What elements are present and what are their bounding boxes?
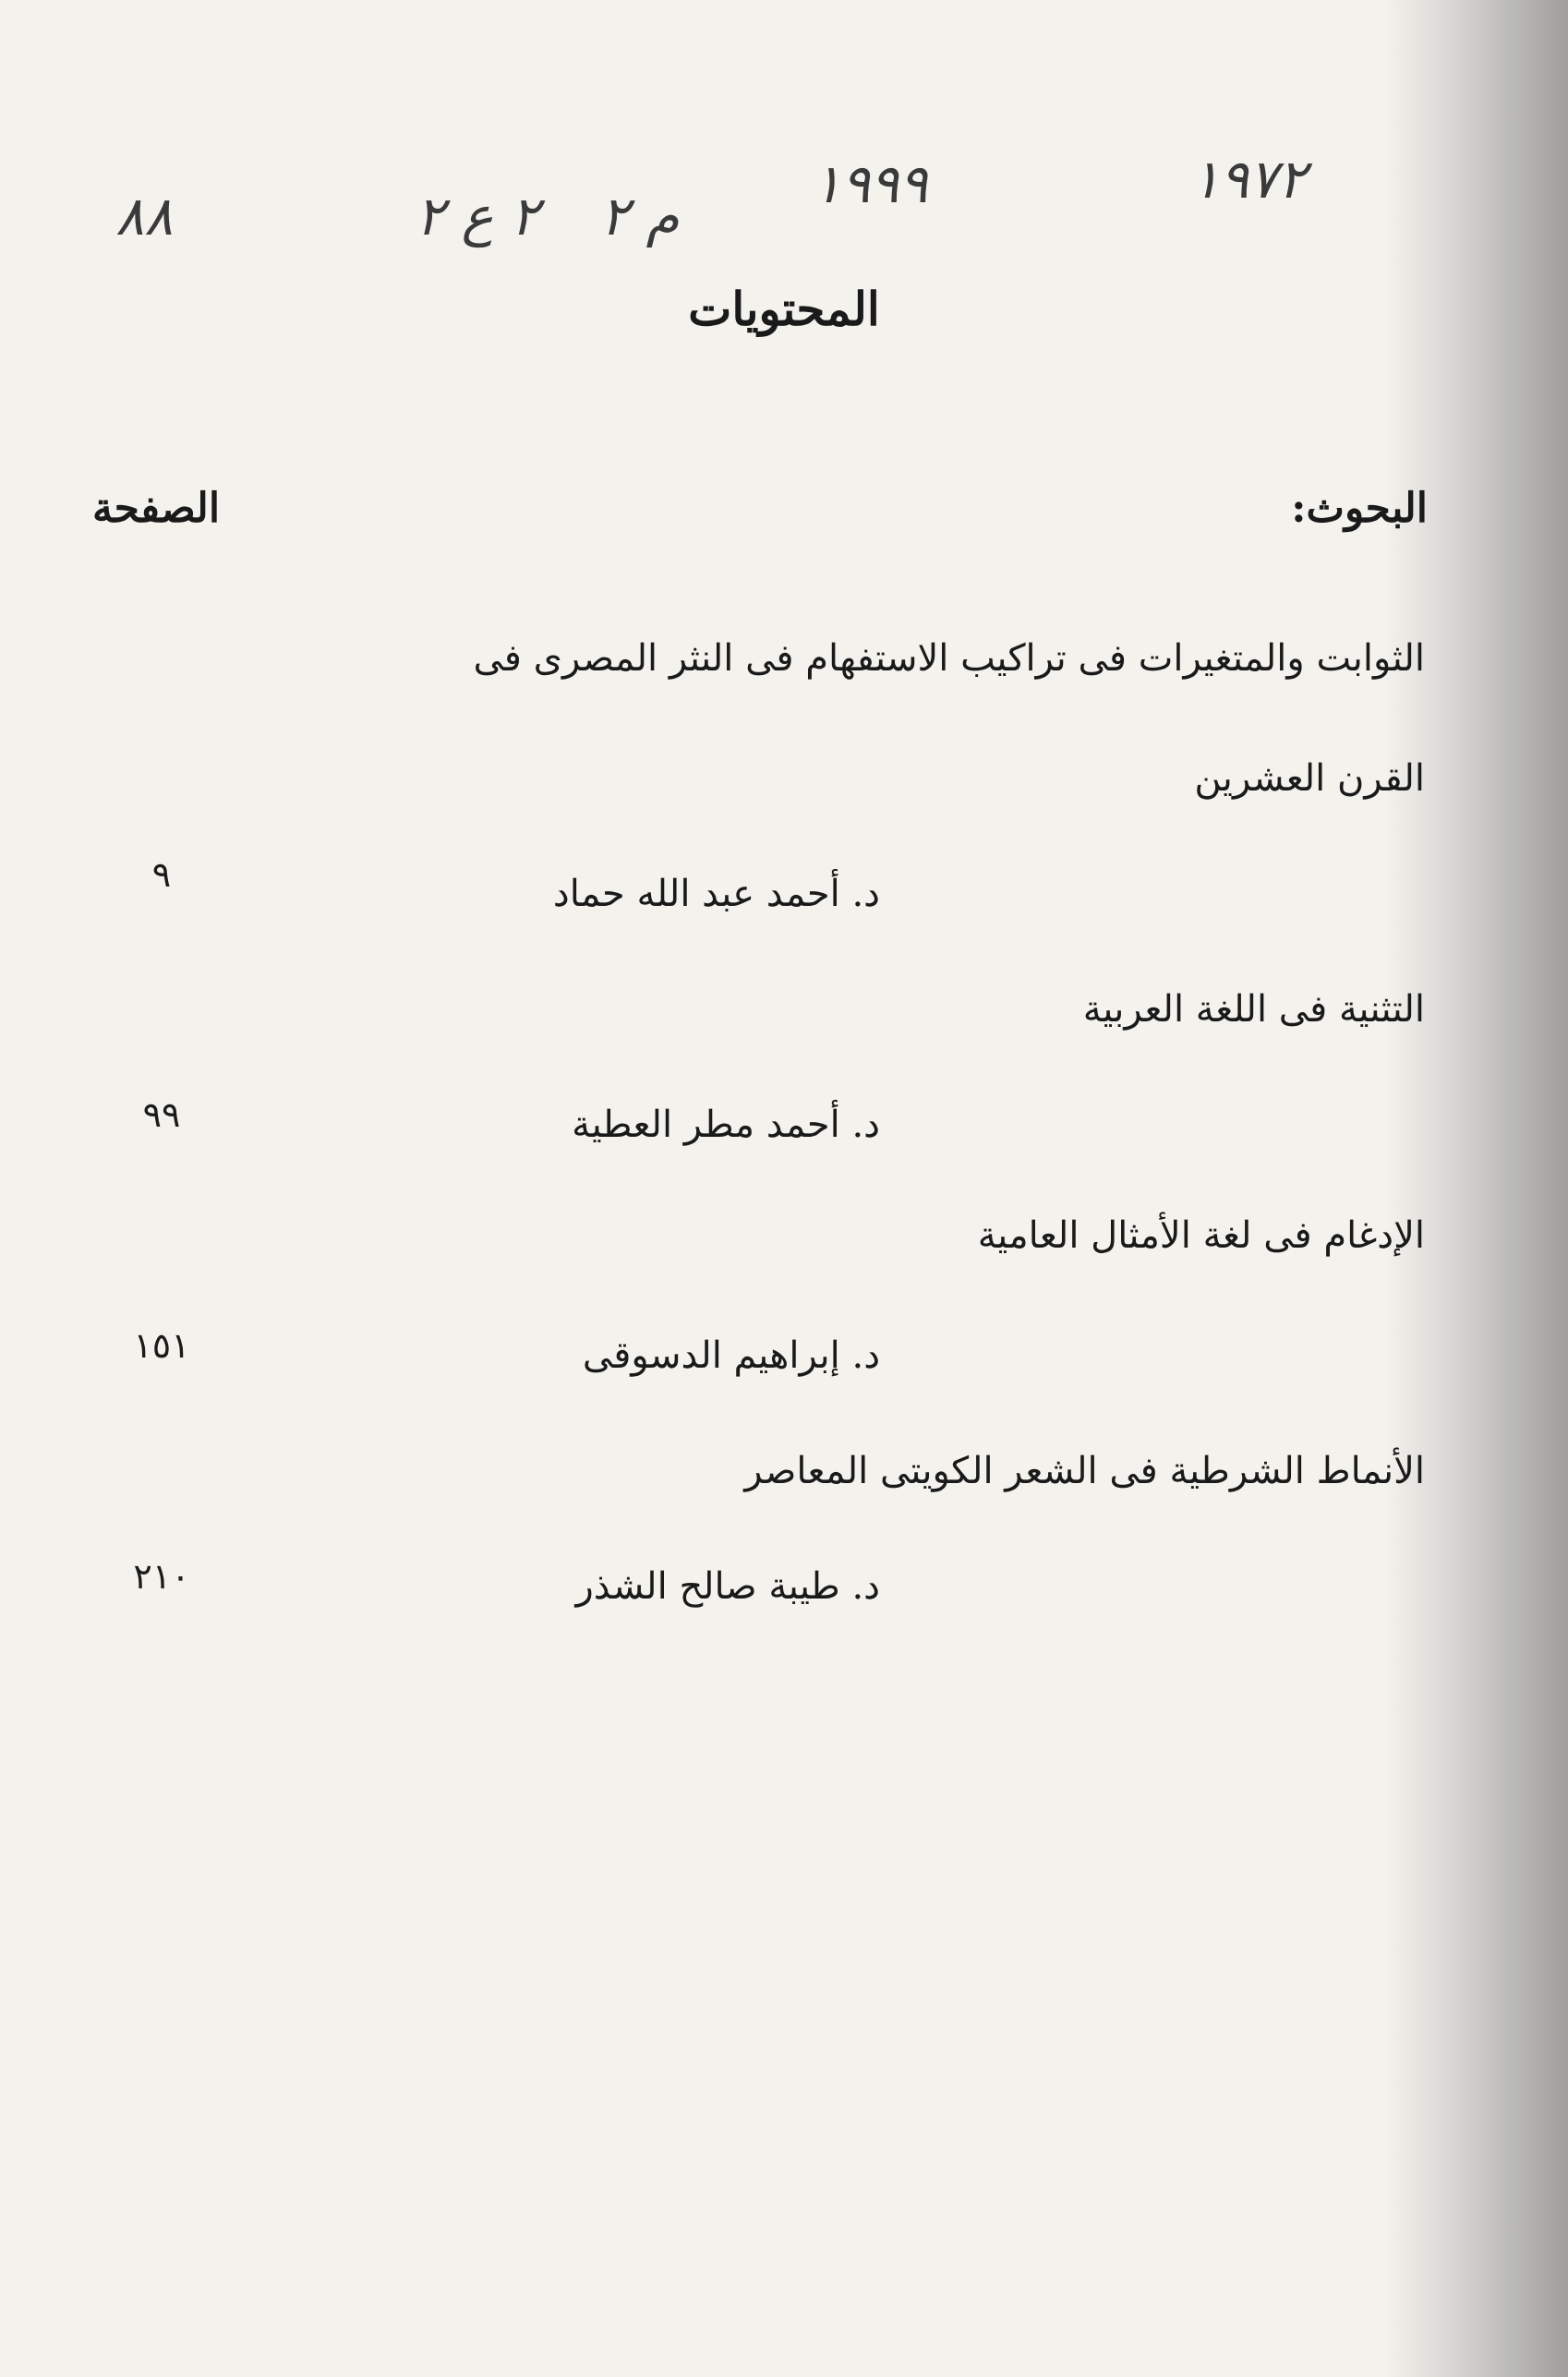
entry-title-line: الأنماط الشرطية فى الشعر الكويتى المعاصر	[744, 1450, 1425, 1492]
handwritten-note: ١٩٧٢	[1191, 148, 1307, 211]
entry-author: د. إبراهيم الدسوقى	[582, 1334, 880, 1377]
entry-page-number: ١٥١	[133, 1325, 190, 1366]
section-header: البحوث:	[1291, 485, 1428, 532]
entry-title-line: الإدغام فى لغة الأمثال العامية	[977, 1214, 1425, 1257]
page-column-header: الصفحة	[92, 485, 221, 532]
page-title: المحتويات	[688, 282, 880, 336]
entry-title-line: الثوابت والمتغيرات فى تراكيب الاستفهام فى النثر المصرى فى	[473, 637, 1425, 680]
handwritten-note: م ٢	[600, 185, 680, 247]
entry-page-number: ٩	[151, 854, 172, 895]
entry-page-number: ٩٩	[142, 1094, 181, 1135]
entry-author: د. أحمد مطر العطية	[572, 1104, 880, 1146]
handwritten-note: ٢ ع ٢	[416, 185, 539, 247]
handwritten-note: ١٩٩٩	[813, 152, 928, 215]
entry-page-number: ٢١٠	[133, 1556, 190, 1597]
entry-title-line: القرن العشرين	[1194, 757, 1425, 800]
handwritten-note: ٨٨	[115, 185, 174, 247]
entry-author: د. أحمد عبد الله حماد	[552, 873, 880, 915]
entry-title-line: التثنية فى اللغة العربية	[1082, 988, 1425, 1031]
entry-author: د. طيبة صالح الشذر	[575, 1565, 880, 1608]
